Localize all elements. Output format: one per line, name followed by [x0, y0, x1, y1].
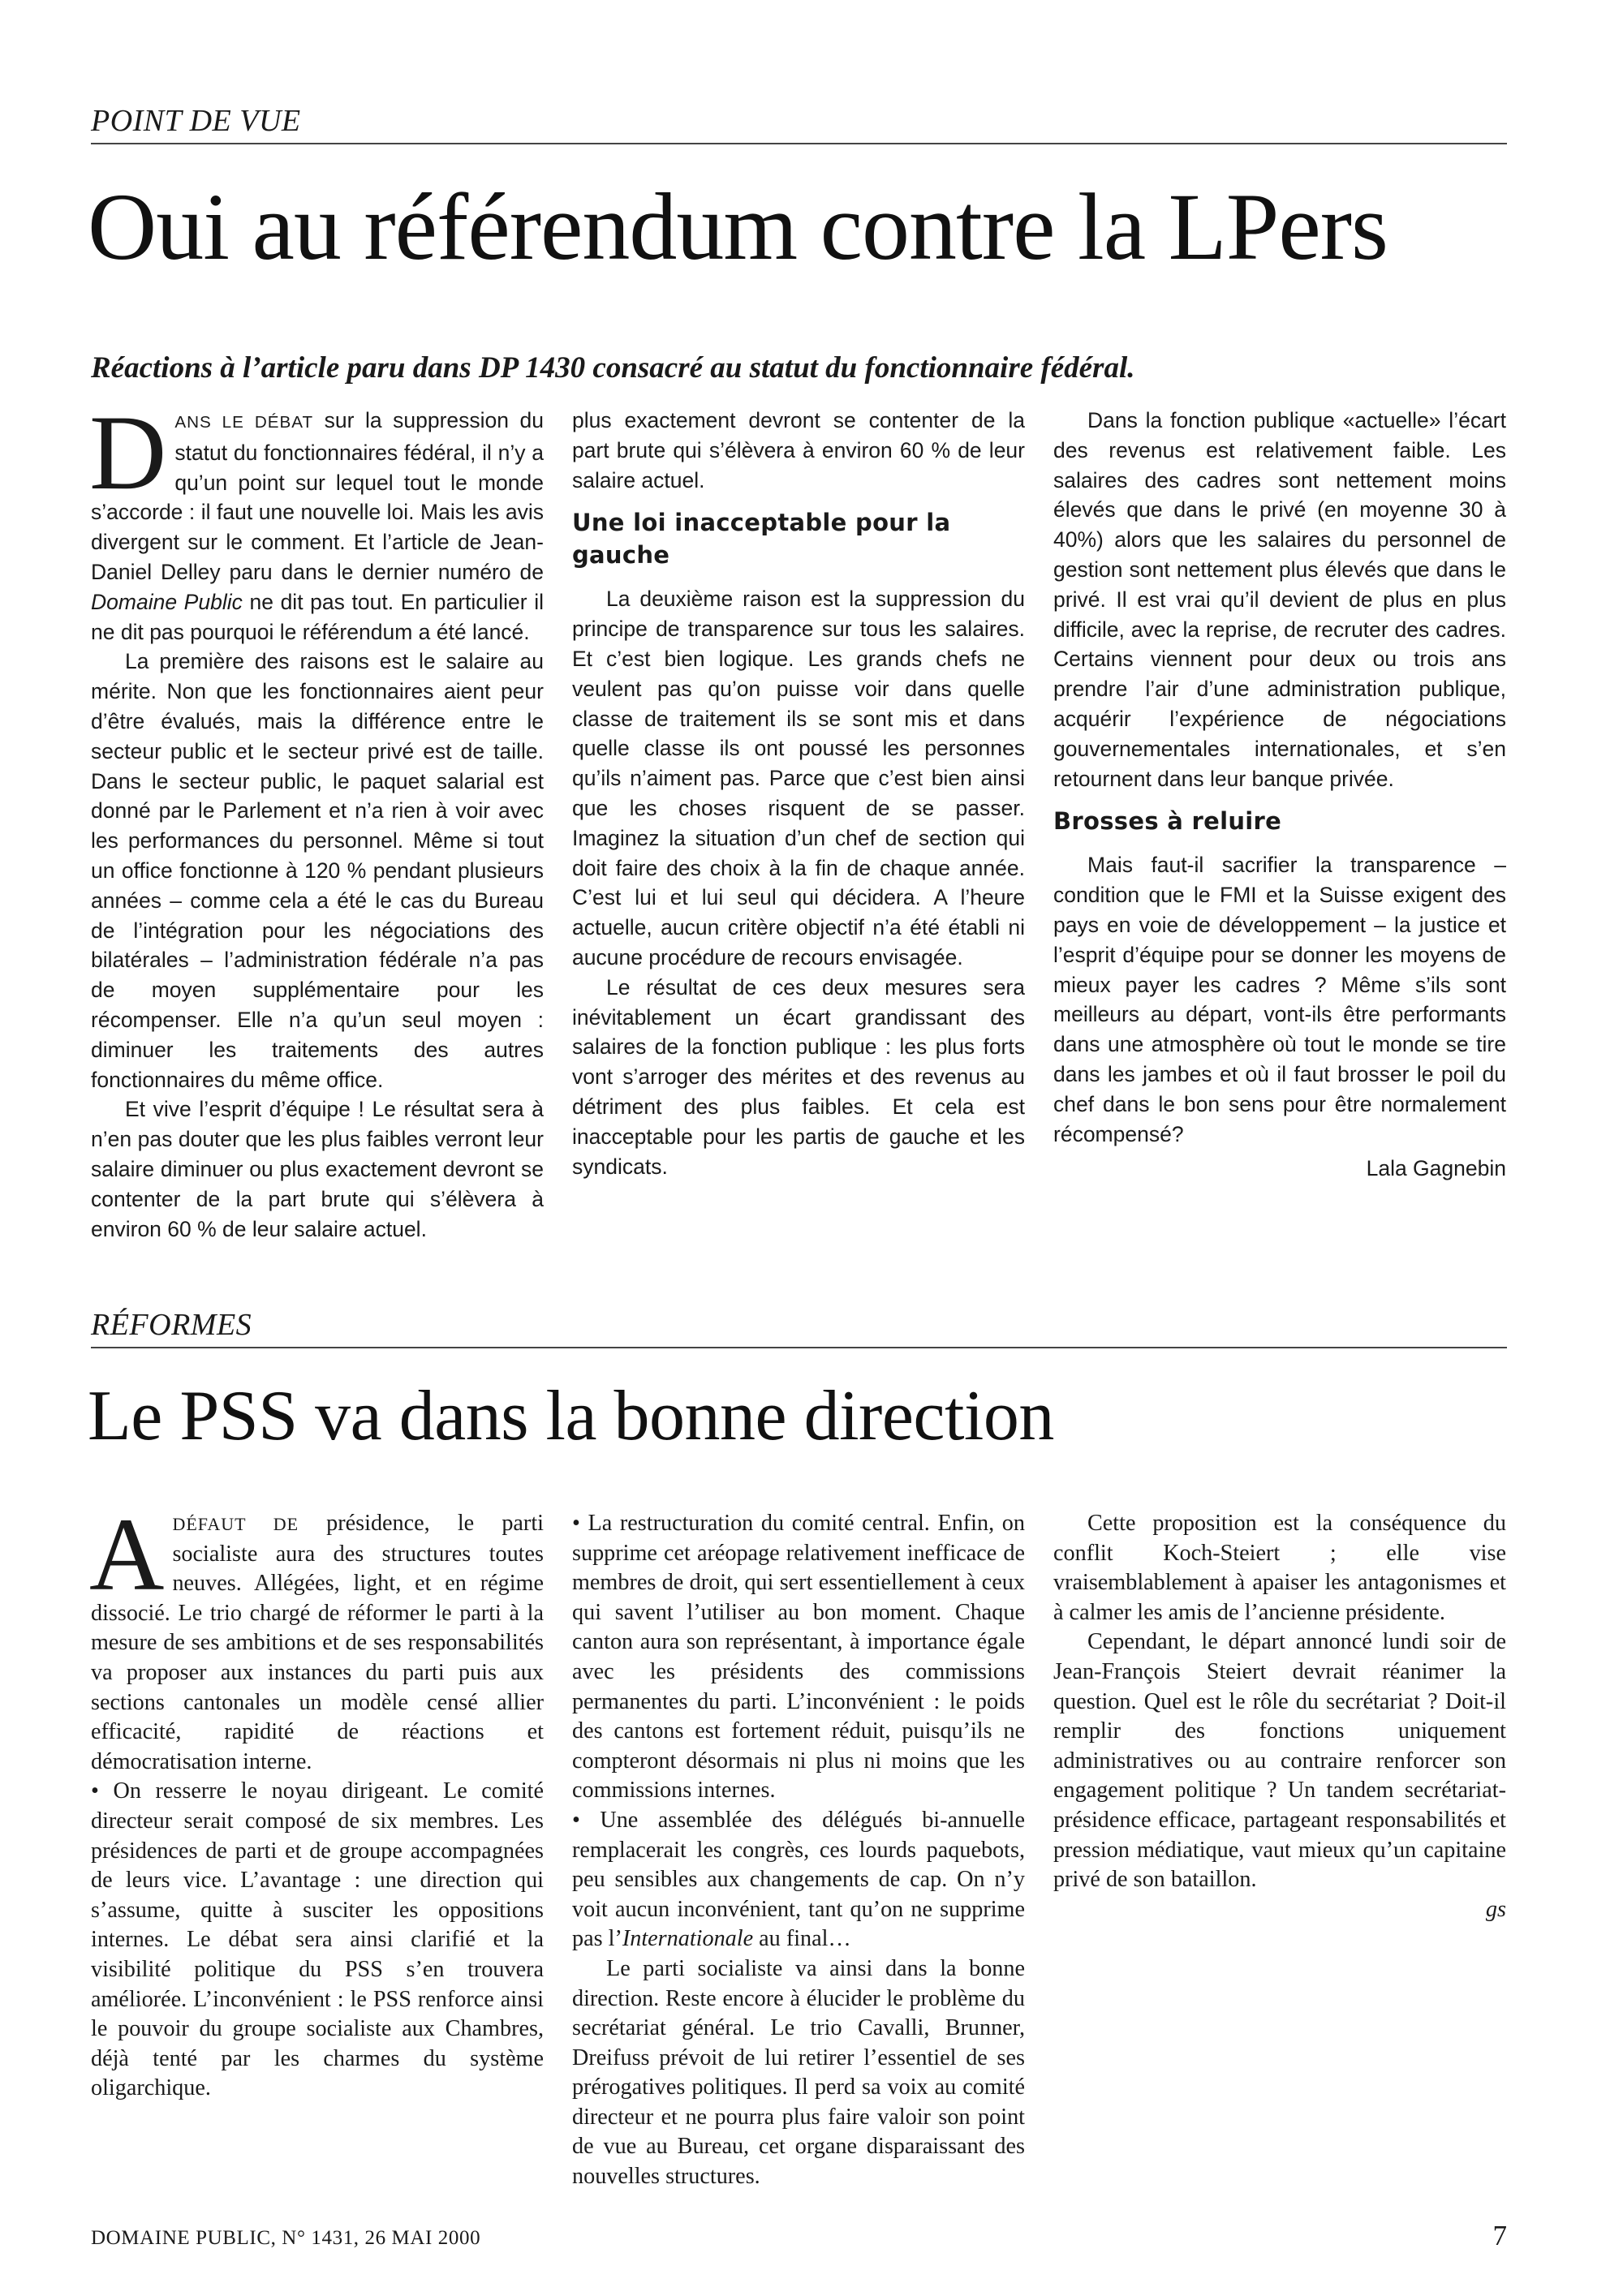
author-signature: Lala Gagnebin — [1366, 1156, 1506, 1181]
article1-column-2-content — [572, 406, 1025, 1181]
section-rubric: POINT DE VUE — [91, 104, 1507, 144]
article1-column-1 — [89, 393, 545, 1244]
italic-term: Internationale — [622, 1926, 754, 1952]
bullet-paragraph — [572, 1806, 1025, 1954]
paragraph-text: au final… — [753, 1926, 851, 1952]
paragraph-text: • Une assemblée des délégués bi-annuelle remplacerait les congrès, ces lourds paquebots, peu sensibles aux changements de cap. On n’y voit aucun inconvénient, tant qu’on ne supprime pas l’ — [572, 1807, 1025, 1952]
paragraph: Et vive l’esprit d’équipe ! Le résultat sera à n’en pas douter que les plus faibles verront leur salaire diminuer ou plus exactement devront se contenter de la part brute qui s’élèvera à environ 60 % de leur salaire actuel. — [91, 1097, 544, 1241]
paragraph: Cependant, le départ annoncé lundi soir de Jean-François Steiert devrait réanimer la question. Quel est le rôle du secrétariat ? Doit-il remplir des fonctions uniquement administratives ou au contraire renforcer son engagement politique ? Un tandem secrétariat-présidence efficace, partageant responsabilités et pression médiatique, vaut mieux qu’un capitaine privé de son bataillon. — [1053, 1629, 1506, 1893]
drop-cap: A — [89, 1497, 165, 1612]
paragraph: plus exactement devront se contenter de la part brute qui s’élèvera à environ 60 % de leur salaire actuel. — [572, 408, 1025, 492]
paragraph: Mais faut-il sacrifier la transparence – condition que le FMI et la Suisse exigent des pays en voie de développement – la justice et l’esprit d’équipe pour se donner les moyens de mieux payer les cadres ? Même s’ils sont meilleurs au départ, vont-ils être performants dans une atmosphère où tout le monde se tire dans les jambes et où il faut brosser le poil du chef dans le bon sens pour être normalement récompensé? — [1053, 853, 1506, 1146]
bullet-paragraph: • La restructuration du comité central. Enfin, on supprime cet aréopage relativement inefficace de membres de droit, qui sert essentiellement à ceux qui savent l’utiliser au bon moment. Chaque canton aura son représentant, à importance égale avec les présidents des commissions permanentes du parti. L’inconvénient : le poids des cantons est fortement réduit, puisqu’ils ne compteront désormais ni plus ni moins que les commissions internes. — [572, 1511, 1025, 1804]
publication-name: Domaine Public — [91, 589, 243, 614]
paragraph: Le résultat de ces deux mesures sera inévitablement un écart grandissant des salaires de la fonction publique : les plus forts vont s’arroger des mérites et des revenus au détriment des plus faibles. Et cela est inacceptable pour les partis de gauche et les syndicats. — [572, 974, 1025, 1179]
paragraph — [89, 393, 545, 647]
lead-small-caps: ANS LE DÉBAT — [174, 413, 314, 432]
drop-cap: D — [89, 393, 167, 512]
article-title: Le PSS va dans la bonne direction — [88, 1377, 1054, 1455]
article-subtitle: Réactions à l’article paru dans DP 1430 consacré au statut du fonctionnaire fédéral. — [91, 351, 1135, 385]
author-signature: gs — [1485, 1896, 1506, 1922]
section-heading: Une loi inacceptable pour la gauche — [572, 509, 951, 570]
paragraph: Dans la fonction publique «actuelle» l’écart des revenus est relativement faible. Les salaires des cadres sont nettement moins élevés que dans le privé (en moyenne 30 à 40%) alors que les salaires du personnel de gestion sont nettement plus élevés que dans le privé. Il est vrai qu’il devient de plus en plus difficile, avec la reprise, de recruter des cadres. Certains viennent pour deux ou trois ans prendre l’air d’une administration publique, acquérir l’expérience de négociations gouvernementales internationales, et s’en retournent dans leur banque privée. — [1053, 408, 1506, 791]
bullet-paragraph: • On resserre le noyau dirigeant. Le comité directeur serait composé de six membres. Les présidences de parti et de groupe accompagnées de leurs vice. L’avantage : une direction qui s’assume, quitte à susciter les oppositions internes. Le débat sera ainsi clarifié et la visibilité politique du PSS s’en trouvera améliorée. L’inconvénient : le PSS renforce ainsi le pouvoir du groupe socialiste aux Chambres, déjà tenté par les charmes du système oligarchique. — [91, 1778, 544, 2101]
page-number: 7 — [1492, 2220, 1507, 2251]
paragraph: Cette proposition est la conséquence du conflit Koch-Steiert ; elle vise vraisemblablement à apaiser les antagonismes et à calmer les amis de l’ancienne présidente. — [1053, 1511, 1506, 1625]
article2-column-2 — [572, 1509, 1025, 2192]
article2-column-3 — [1053, 1509, 1506, 1924]
footer-publication: DOMAINE PUBLIC, N° 1431, 26 MAI 2000 — [91, 2227, 481, 2249]
paragraph — [89, 1497, 544, 1777]
paragraph-text: présidence, le parti socialiste aura des structures toutes neuves. Allégées, light, et en régime dissocié. Le trio chargé de réformer le parti à la mesure de ses ambitions et de ses responsabilités va proposer aux instances du parti puis aux sections cantonales un modèle censé allier efficacité, rapidité de réactions et démocratisation interne. — [91, 1511, 544, 1774]
paragraph: Le parti socialiste va ainsi dans la bonne direction. Reste encore à élucider le problème du secrétariat général. Le trio Cavalli, Brunner, Dreifuss prévoit de lui retirer l’essentiel de ses prérogatives politiques. Il perd sa voix au comité directeur et ne pourra plus faire valoir son point de vue au Bureau, cet organe disparaissant des nouvelles structures. — [572, 1955, 1025, 2190]
paragraph-text: ne dit pas tout. En particulier il ne dit pas pourquoi le référendum a été lancé. — [91, 589, 545, 644]
article1-column-3 — [1053, 406, 1506, 1184]
article-title: Oui au référendum contre la LPers — [88, 174, 1388, 280]
section-rubric: RÉFORMES — [91, 1308, 1507, 1348]
paragraph: La deuxième raison est la suppression du principe de transparence sur tous les salaires. Et c’est bien logique. Les grands chefs ne veulent pas qu’on puisse voir dans quelle classe de traitement ils se sont mis et dans quelle classe ils ont poussé les personnes qu’ils n’aiment pas. Parce que c’est bien ainsi que les choses risquent de se passer. Imaginez la situation d’un chef de section qui doit faire des choix à la fin de chaque année. C’est lui et lui seul qui décidera. A l’heure actuelle, aucun critère objectif n’a été établi ni aucune procédure de recours envisagée. — [572, 587, 1025, 970]
paragraph-text: sur la suppression du statut du fonctionnaires fédéral, il n’y a qu’un point sur lequel tout le monde s’accorde : il faut une nouvelle loi. Mais les avis divergent sur le comment. Et l’article de Jean-Daniel Delley paru dans le dernier numéro de — [91, 408, 544, 584]
paragraph: La première des raisons est le salaire au mérite. Non que les fonctionnaires aient peur d’être évalués, mais la différence entre le secteur public et le secteur privé est de taille. Dans le secteur public, le paquet salarial est donné par le Parlement et n’a rien à voir avec les performances du personnel. Même si tout un office fonctionne à 120 % pendant plusieurs années – comme cela a été le cas du Bureau de l’intégration pour les négociations des bilatérales – l’administration fédérale n’a pas de moyen supplémentaire pour les récompenser. Elle n’a qu’un seul moyen : diminuer les traitements des autres fonctionnaires du même office. — [91, 649, 544, 1092]
lead-small-caps: DÉFAUT DE — [172, 1514, 299, 1534]
article2-column-1 — [89, 1497, 544, 2104]
section-heading: Brosses à reluire — [1053, 807, 1282, 836]
